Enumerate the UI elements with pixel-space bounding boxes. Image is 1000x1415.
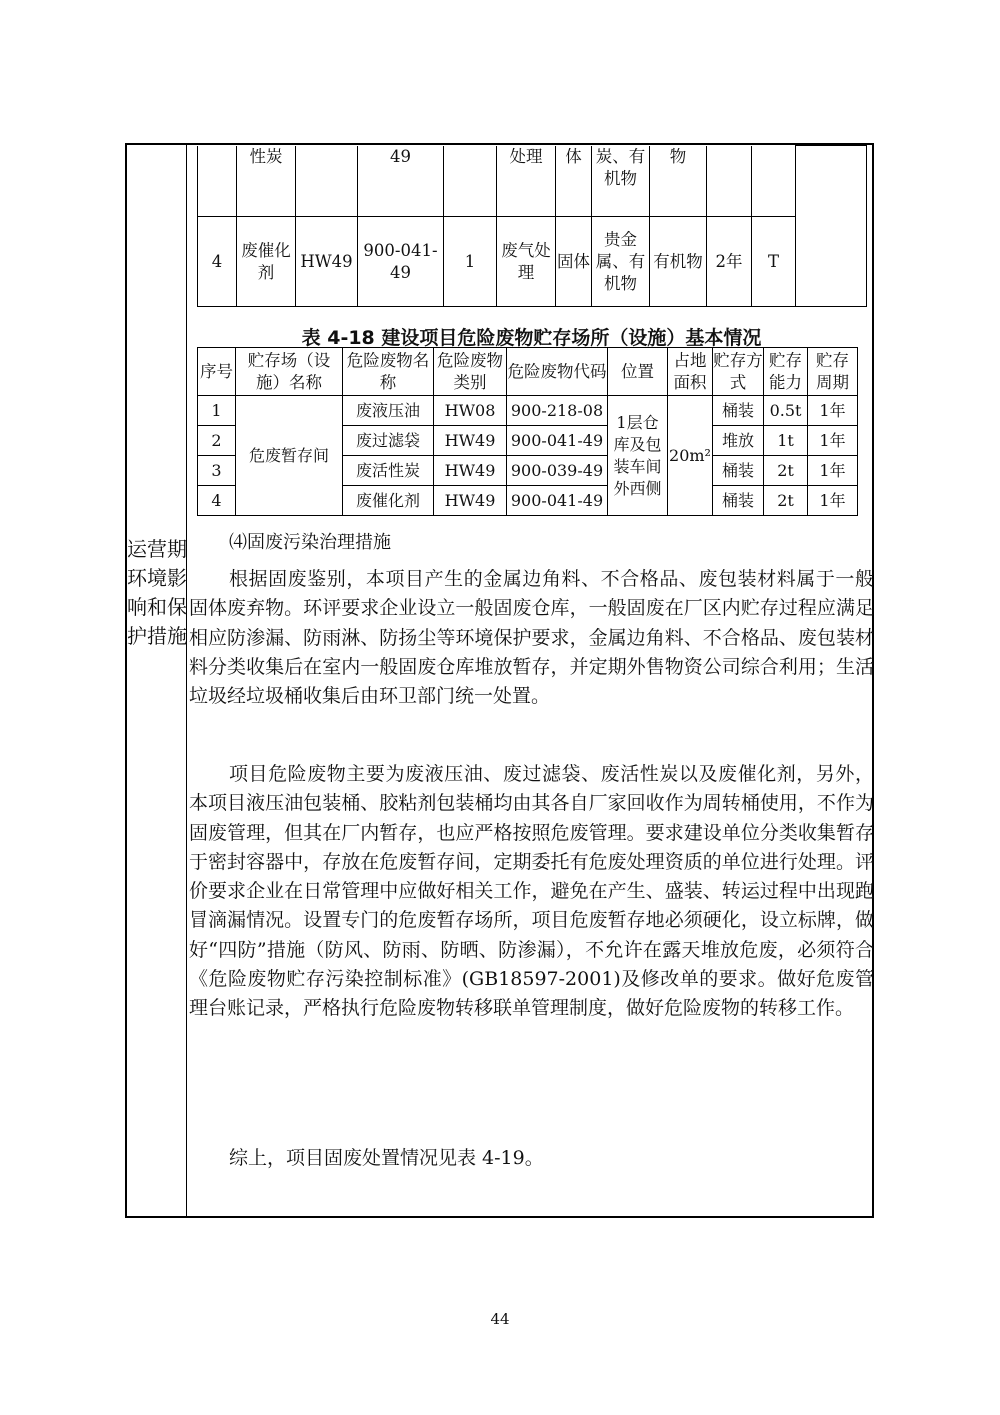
cell: 900-041-49 [507,426,608,456]
cell: HW49 [434,486,507,516]
cell: 桶装 [713,486,764,516]
header-cell: 序号 [198,348,236,396]
area-cell: 20m² [668,396,713,516]
cell: 堆放 [713,426,764,456]
cell: HW08 [434,396,507,426]
cell: HW49 [296,217,358,307]
cell: 炭、有机物 [592,146,650,217]
cell: 废活性炭 [343,456,434,486]
cell: 1t [764,426,808,456]
storage-table [197,347,858,516]
cell: 体 [556,146,592,217]
cell: 49 [358,146,444,217]
cell: 900-041-49 [358,217,444,307]
cell: 4 [198,217,237,307]
cell: 1年 [808,456,858,486]
cell [707,146,752,217]
cell: 2t [764,486,808,516]
cell: 900-218-08 [507,396,608,426]
header-cell: 位置 [608,348,668,396]
header-cell: 贮存能力 [764,348,808,396]
header-cell: 危险废物类别 [434,348,507,396]
cell: 桶装 [713,456,764,486]
paragraph: 项目危险废物主要为废液压油、废过滤袋、废活性炭以及废催化剂，另外，本项目液压油包装桶、胶粘剂包装桶均由其各自厂家回收作为周转桶使用，不作为固废管理，但其在厂内暂存，也应严格按照危废管理。要求建设单位分类收集暂存于密封容器中，存放在危废暂存间，定期委托有危废处理资质的单位进行处理。评价要求企业在日常管理中应做好相关工作，避免在产生、盛装、转运过程中出现跑冒滴漏情况。设置专门的危废暂存场所，项目危废暂存地必须硬化，设立标牌，做好“四防”措施（防风、防雨、防晒、防渗漏），不允许在露天堆放危废，必须符合《危险废物贮存污染控制标准》(GB18597-2001)及修改单的要求。做好危废管理台账记录，严格执行危险废物转移联单管理制度，做好危险废物的转移工作。 [189,763,874,1020]
cell: 处理 [497,146,556,217]
header-cell: 贮存周期 [808,348,858,396]
paragraph: 根据固废鉴别，本项目产生的金属边角料、不合格品、废包装材料属于一般固体废弃物。环评要求企业设立一般固废仓库，一般固废在厂区内贮存过程应满足相应防渗漏、防雨淋、防扬尘等环境保护要求，金属边角料、不合格品、废包装材料分类收集后在室内一般固废仓库堆放暂存，并定期外售物资公司综合利用；生活垃圾经垃圾桶收集后由环卫部门统一处置。 [189,568,874,708]
cell: 1年 [808,426,858,456]
cell: 1 [198,396,236,426]
section-title: ⑷固废污染治理措施 [229,532,391,553]
header-row [198,348,858,396]
page-number: 44 [490,1310,510,1328]
cell [752,146,796,217]
main-frame [125,143,874,1218]
cell: 贵金属、有机物 [592,217,650,307]
cell: 物 [650,146,707,217]
prev-table [197,145,867,307]
header-cell: 贮存场（设施）名称 [236,348,343,396]
table-row [198,146,867,217]
cell: 3 [198,456,236,486]
cell: 废液压油 [343,396,434,426]
cell: 1年 [808,486,858,516]
cell: 4 [198,486,236,516]
cell: 2t [764,456,808,486]
cell: 有机物 [650,217,707,307]
cell: 2 [198,426,236,456]
cell: 废气处理 [497,217,556,307]
cell: 固体 [556,217,592,307]
table-caption: 表 4-18 建设项目危险废物贮存场所（设施）基本情况 [301,327,762,349]
location-cell: 1层仓库及包装车间外西侧 [608,396,668,516]
header-cell: 危险废物名称 [343,348,434,396]
header-cell: 占地面积 [668,348,713,396]
cell [198,146,237,217]
facility-cell: 危废暂存间 [236,396,343,516]
side-label: 运营期环境影响和保护措施 [127,537,187,648]
cell: 废过滤袋 [343,426,434,456]
header-cell: 危险废物代码 [507,348,608,396]
cell: HW49 [434,456,507,486]
paragraph: 综上，项目固废处置情况见表 4-19。 [229,1147,544,1169]
cell: 900-039-49 [507,456,608,486]
table-row [198,396,858,426]
cell [444,146,497,217]
header-cell: 贮存方式 [713,348,764,396]
cell: 废催化剂 [343,486,434,516]
cell: HW49 [434,426,507,456]
cell: 桶装 [713,396,764,426]
cell: 2年 [707,217,752,307]
cell: 0.5t [764,396,808,426]
right-blank-cell [796,146,867,307]
side-column [127,145,187,1216]
cell: 900-041-49 [507,486,608,516]
cell: 性炭 [237,146,296,217]
table-row [198,217,867,307]
cell: 1年 [808,396,858,426]
cell [296,146,358,217]
cell: T [752,217,796,307]
cell: 1 [444,217,497,307]
cell: 废催化剂 [237,217,296,307]
